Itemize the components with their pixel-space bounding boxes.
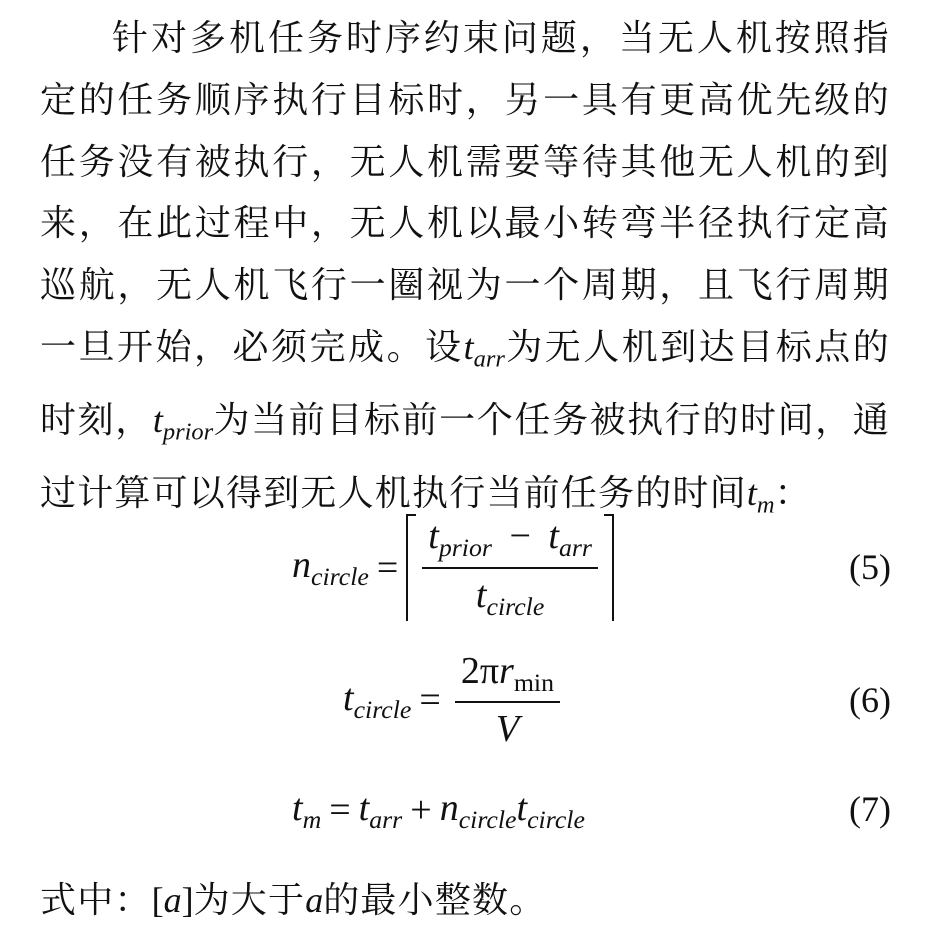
equation-7 bbox=[0, 780, 925, 840]
body-paragraph bbox=[40, 8, 890, 536]
eq6-fraction: $\frac{2\pi r_{min}}{V}$ bbox=[455, 649, 560, 752]
equation-6 bbox=[0, 649, 925, 751]
eq7-number: (7) bbox=[849, 789, 891, 829]
eq7-equals: = bbox=[329, 789, 351, 831]
eq7-term-t-arr: $t_{arr}$ bbox=[358, 786, 403, 834]
eq7-lhs: $t_m$ bbox=[292, 786, 322, 834]
eq7-plus: + bbox=[410, 789, 432, 831]
eq5-fraction: $\frac{t_{prior} - t_{arr}}{t_{circle}}$ bbox=[422, 514, 598, 622]
eq6-equals: = bbox=[419, 679, 441, 721]
para-text-2: 为无人机到达目标点的时刻， bbox=[40, 326, 890, 442]
eq6-number: (6) bbox=[849, 680, 891, 720]
para-text-4: ： bbox=[774, 473, 812, 515]
eq5-lhs: $n_{circle}$ bbox=[292, 544, 369, 591]
eq5-number: (5) bbox=[849, 547, 891, 587]
var-t-m: $t_m$ bbox=[746, 473, 775, 519]
eq5-ceiling bbox=[406, 514, 614, 622]
equation-5 bbox=[0, 514, 925, 621]
var-t-arr: $t_{arr}$ bbox=[463, 326, 505, 373]
footnote-line: 式中：[a]为大于a的最小整数。 bbox=[40, 880, 547, 921]
eq7-term-n-circle: $n_{circle}$ bbox=[439, 786, 517, 834]
para-text-1: 针对多机任务时序约束问题，当无人机按照指定的任务顺序执行目标时，另一具有更高优先级的任务没有被执行，无人机需要等待其他无人机的到来，在此过程中，无人机以最小转弯半径执行定高巡航，无人机飞行一圈视为一个周期，且飞行周期一旦开始，必须完成。设 bbox=[40, 18, 890, 368]
para-text-3: 为当前目标前一个任务被执行的时间，通过计算可以得到无人机执行当前任务的时间 bbox=[40, 400, 890, 515]
eq6-lhs: $t_{circle}$ bbox=[343, 676, 412, 724]
eq5-equals: = bbox=[376, 546, 399, 589]
eq7-term-t-circle: $t_{circle}$ bbox=[516, 786, 585, 834]
var-t-prior: $t_{prior}$ bbox=[152, 400, 214, 446]
